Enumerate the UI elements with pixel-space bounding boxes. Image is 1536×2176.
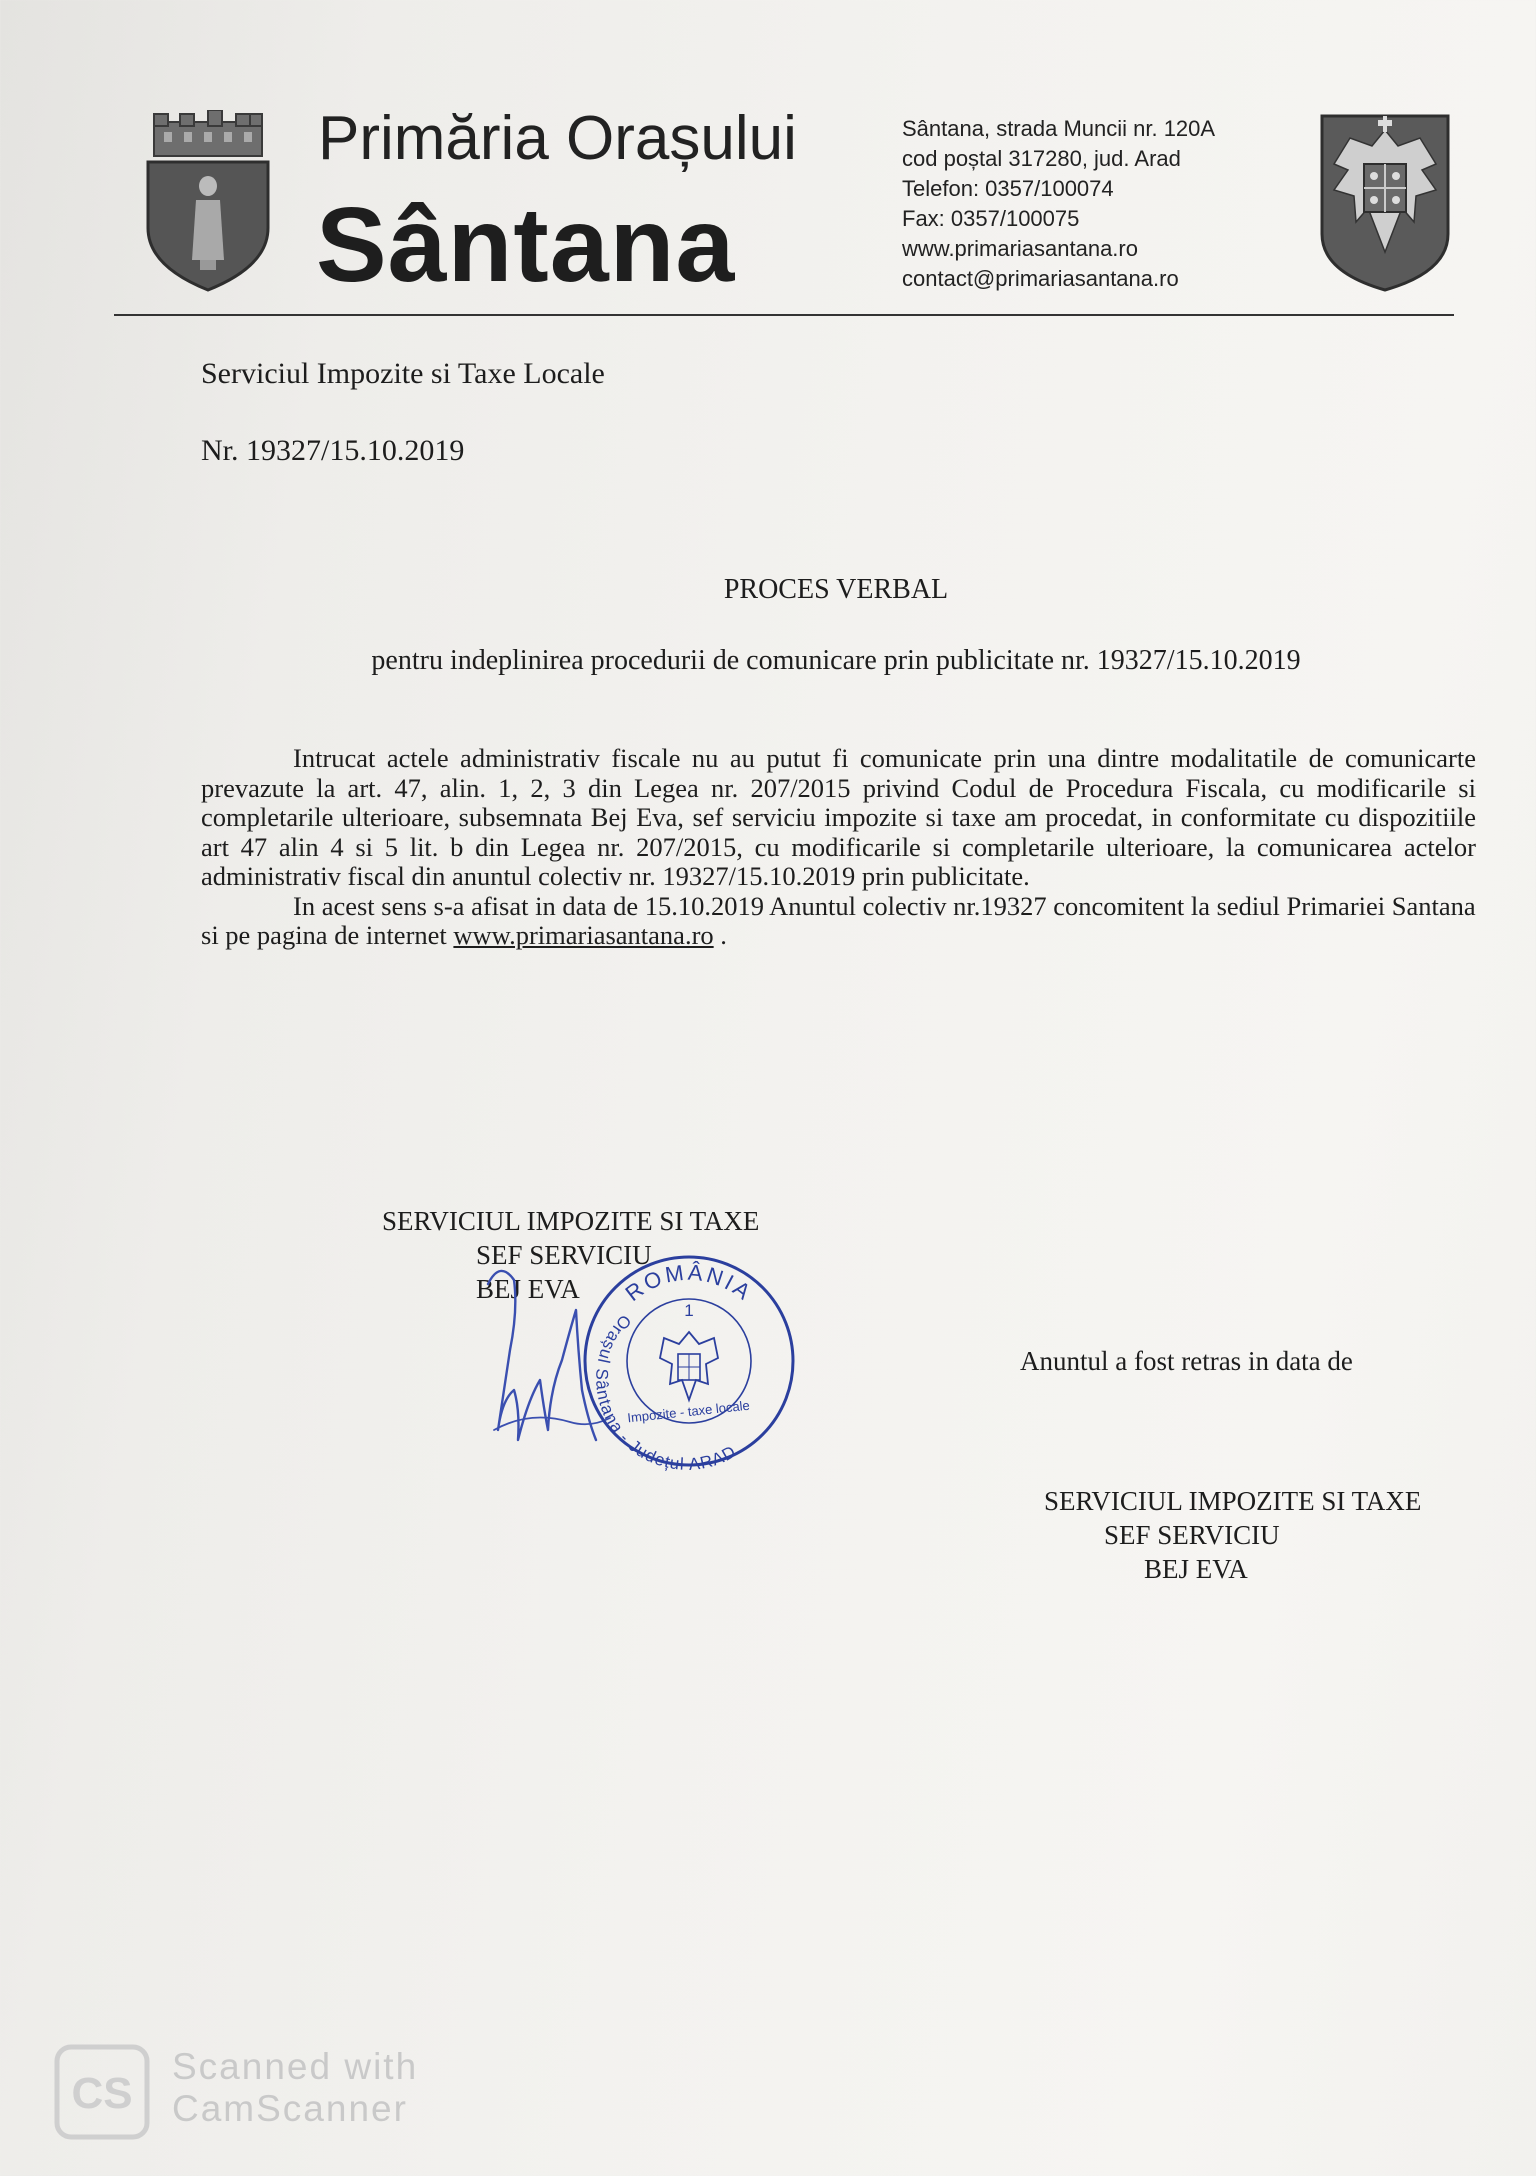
official-stamp [578,1250,800,1472]
retraction-note: Anuntul a fost retras in data de [1020,1346,1353,1376]
document-subtitle: pentru indeplinirea procedurii de comunicare prin publicitate nr. 19327/15.10.2019 [371,645,1301,676]
stamp-eagle-icon [660,1332,718,1400]
svg-text:Orașul Sântana - Județul ARAD [592,1311,740,1472]
contact-website: www.primariasantana.ro [902,236,1138,261]
contact-postal-code: cod poștal 317280, jud. Arad [902,146,1181,171]
national-coat-of-arms-icon [1318,112,1452,292]
letterhead-divider [114,314,1454,316]
website-link[interactable]: www.primariasantana.ro [453,920,714,950]
document-body [201,744,1476,951]
right-signature-role: SEF SERVICIU [1104,1520,1280,1550]
left-signature-name: BEJ EVA [476,1274,580,1304]
contact-address: Sântana, strada Muncii nr. 120A [902,116,1216,141]
letterhead-title-line1: Primăria Orașului [318,104,797,173]
stamp-top-text: ROMÂNIA [620,1259,758,1307]
stamp-inner-text: Impozite - taxe locale [626,1397,751,1426]
body-paragraph-2 [201,892,1476,951]
letterhead-contact-block [902,114,1215,294]
camscanner-logo-icon [54,2044,150,2140]
letterhead-title-line2: Sântana [316,186,736,304]
right-signature-name: BEJ EVA [1144,1554,1248,1584]
camscanner-logo-text: CS [71,2069,133,2118]
stamp-outer-text: Orașul Sântana - Județul ARAD [592,1310,740,1472]
body-paragraph-2-end: . [713,920,727,950]
body-paragraph-1: Intrucat actele administrativ fiscale nu au putut fi comunicate prin una dintre modalitatile de comunicarte prevazute la art. 47, alin. 1, 2, 3 din Legea nr. 207/2015 privind Codul de Procedura Fiscala, cu modificarile si completarile ulterioare, subsemnata Bej Eva, sef serviciu impozite si taxe am procedat, in conformitate cu dispozitiile art 47 alin 4 si 5 lit. b din Legea nr. 207/2015, cu modificarile si completarile ulterioare, la comunicarea actelor administrativ fiscal din anuntul colectiv nr. 19327/15.10.2019 prin publicitate. [201,743,1476,891]
watermark-line1: Scanned with [172,2046,419,2087]
right-signature-department: SERVICIUL IMPOZITE SI TAXE [1044,1486,1422,1516]
stamp-number: 1 [684,1301,694,1320]
department-name: Serviciul Impozite si Taxe Locale [201,357,605,390]
city-coat-of-arms-icon [140,110,276,294]
camscanner-watermark [172,2046,418,2130]
document-title: PROCES VERBAL [723,574,949,605]
body-paragraph-2-text: In acest sens s-a afisat in data de 15.10.2019 Anuntul colectiv nr.19327 concomitent la sediul Primariei Santana si pe pagina de internet [201,890,1476,950]
left-signature-department: SERVICIUL IMPOZITE SI TAXE [382,1206,760,1236]
watermark-line2: CamScanner [172,2088,408,2129]
contact-email: contact@primariasantana.ro [902,266,1179,291]
left-signature-role: SEF SERVICIU [476,1240,652,1270]
reference-number: Nr. 19327/15.10.2019 [201,434,465,467]
contact-phone: Telefon: 0357/100074 [902,176,1114,201]
contact-fax: Fax: 0357/100075 [902,206,1080,231]
